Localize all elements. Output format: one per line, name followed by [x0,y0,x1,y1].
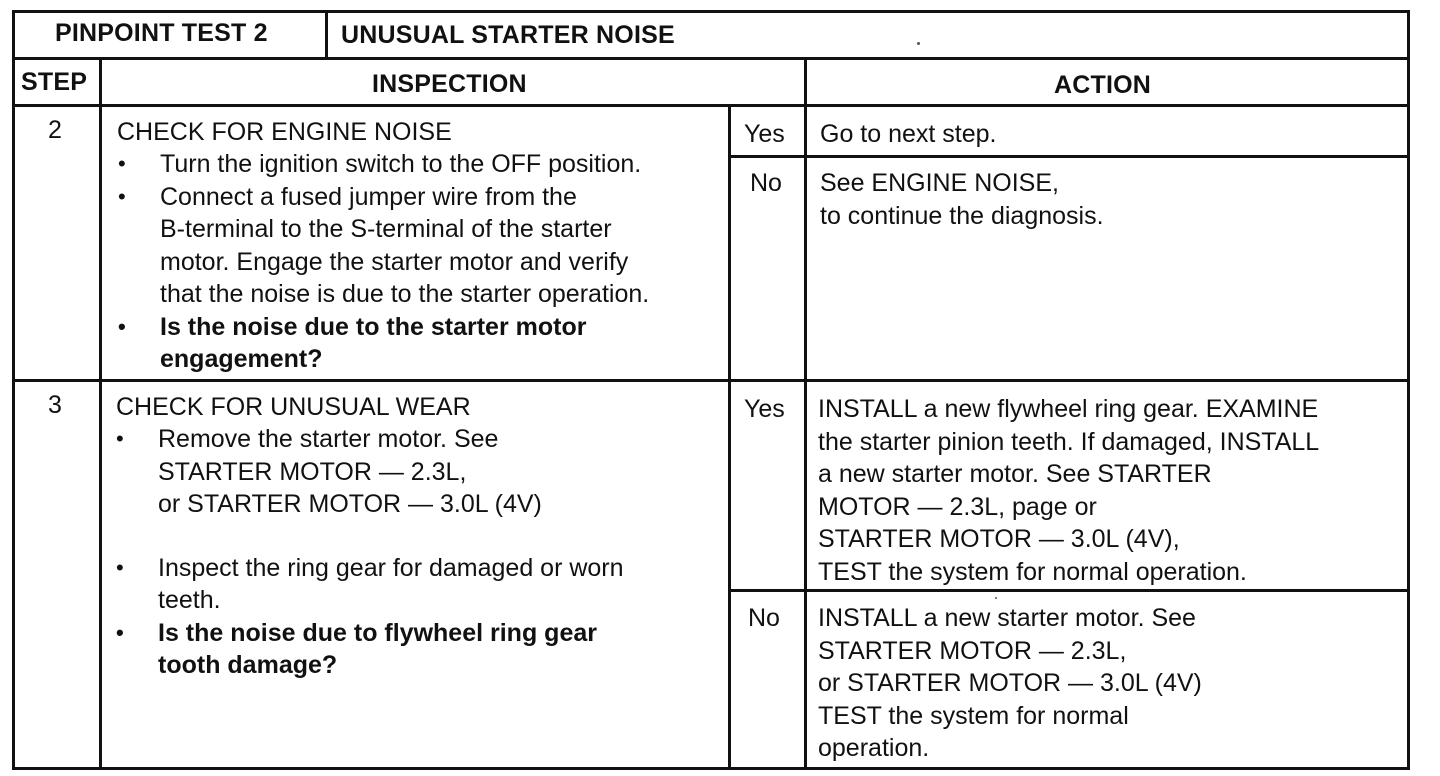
action-column-line [804,58,807,770]
action-line: INSTALL a new starter motor. See [818,604,1196,632]
row3-yes-no-divider [728,589,1410,592]
bullet-line: Inspect the ring gear for damaged or worn [158,553,624,582]
scan-speck [995,597,997,599]
answer-yes: Yes [744,120,785,148]
column-header-step: STEP [21,68,88,96]
inspection-heading: CHECK FOR UNUSUAL WEAR [116,393,471,421]
action-line: the starter pinion teeth. If damaged, INSTALL [818,427,1320,456]
inspection-bullet [114,181,649,311]
bullet-line: Connect a fused jumper wire from the [160,182,577,211]
action-line: See ENGINE NOISE, [820,169,1059,197]
row-divider [12,379,1410,382]
row2-yes-no-divider [728,155,1410,158]
bullet-glyph: • [116,554,124,580]
bullet-glyph: • [116,619,124,645]
column-header-divider [12,104,1410,107]
action-yes [820,118,997,151]
title-bar-divider [12,57,1410,60]
inspection-bullets [112,423,624,682]
bullet-line: Is the noise due to the starter motor [160,312,587,341]
step-number: 2 [48,116,62,144]
answer-no: No [748,604,780,632]
step-number: 3 [48,391,62,419]
action-line: STARTER MOTOR — 2.3L, [818,636,1127,665]
test-label: PINPOINT TEST 2 [55,19,268,47]
inspection-question [112,617,624,682]
answer-column-line [728,106,731,770]
inspection-heading: CHECK FOR ENGINE NOISE [117,118,452,146]
action-line: operation. [818,734,930,762]
action-no [820,167,1104,232]
bullet-glyph: • [118,313,126,339]
bullet-line: tooth damage? [158,651,338,679]
inspection-bullet [114,148,649,181]
action-yes [818,393,1319,588]
bullet-glyph: • [116,426,124,451]
step-column-line [99,58,102,770]
column-header-inspection: INSPECTION [372,70,527,98]
action-line: MOTOR — 2.3L, page or [818,492,1097,521]
scan-speck [917,42,920,45]
bullet-line: B-terminal to the S-terminal of the starter [160,215,612,243]
action-line: to continue the diagnosis. [820,201,1104,230]
action-line: Go to next step. [820,120,997,148]
bullet-line: Is the noise due to flywheel ring gear [158,618,597,647]
bullet-line: Turn the ignition switch to the OFF position. [160,150,642,178]
bullet-glyph: • [118,151,126,176]
bullet-line: that the noise is due to the starter operation. [160,280,650,308]
bullet-line: Remove the starter motor. See [158,425,499,453]
inspection-bullet [112,423,624,521]
action-line: STARTER MOTOR — 3.0L (4V), [818,525,1180,553]
action-line: INSTALL a new flywheel ring gear. EXAMINE [818,395,1319,423]
answer-yes: Yes [744,395,785,423]
title-bar-vertical [325,10,328,58]
bullet-line: or STARTER MOTOR — 3.0L (4V) [158,490,542,518]
action-line: or STARTER MOTOR — 3.0L (4V) [818,669,1202,697]
bullet-line: teeth. [158,586,221,614]
action-line: TEST the system for normal [818,701,1129,730]
action-line: a new starter motor. See STARTER [818,460,1212,488]
inspection-question [114,311,649,376]
test-name: UNUSUAL STARTER NOISE [341,21,675,49]
column-header-action: ACTION [1054,71,1152,99]
action-line: TEST the system for normal operation. [818,557,1247,586]
bullet-glyph: • [118,183,126,209]
action-no [818,602,1202,765]
answer-no: No [750,169,782,197]
bullet-line: STARTER MOTOR — 2.3L, [158,457,467,486]
inspection-bullets [114,148,649,376]
inspection-bullet [112,552,624,617]
bullet-line: motor. Engage the starter motor and verify [160,247,629,276]
bullet-line: engagement? [160,345,323,373]
